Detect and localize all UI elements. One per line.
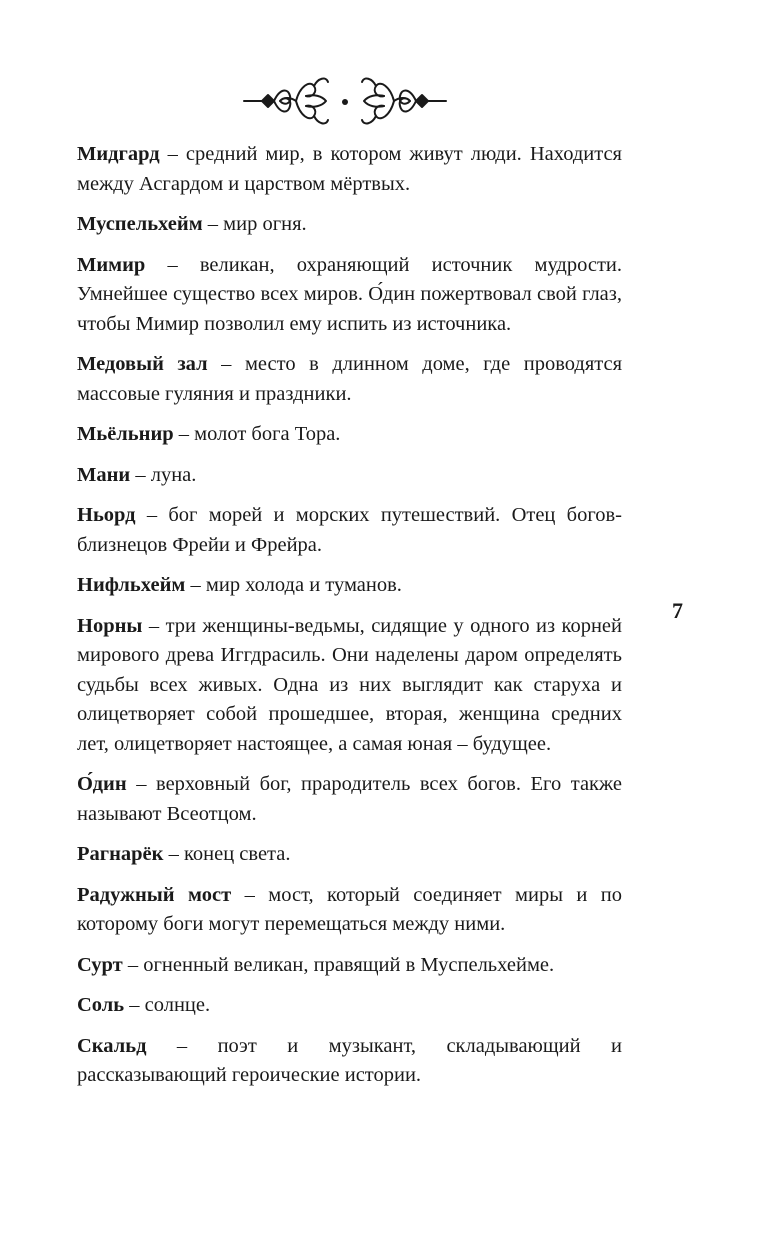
glossary-definition: солнце. (144, 994, 211, 1016)
glossary-separator: – (124, 994, 145, 1016)
glossary-term: Мьёльнир (77, 423, 174, 445)
glossary-term: Нифльхейм (77, 574, 186, 596)
glossary-definition: верховный бог, прародитель всех богов. Его также называют Всеотцом. (77, 773, 623, 825)
glossary-term: Скальд (77, 1034, 147, 1057)
glossary-term: Муспельхейм (77, 213, 203, 235)
glossary-entry (77, 140, 622, 199)
glossary-term: Соль (77, 994, 125, 1016)
glossary-definition: три женщины-ведьмы, сидящие у одного из корней мирового древа Иггдрасиль. Они наделены даром определять судьбы всех живых. Одна из них выглядит как старуха и олицетворяет собой прошедшее, вторая, женщина средних лет, олицетворяет настоящее, а самая юная – будущее. (77, 614, 623, 755)
glossary-definition: великан, охраняющий источник мудрости. Умнейшее существо всех миров. О́дин пожертвовал свой глаз, чтобы Мимир позволил ему испить из источника. (77, 253, 622, 335)
glossary-term: Мидгард (77, 143, 160, 165)
glossary-definition: мост, который соединяет миры и по которому боги могут перемещаться между ними. (77, 883, 622, 935)
glossary-entry (77, 770, 622, 829)
glossary-term: Мимир (77, 253, 146, 276)
glossary-separator: – (202, 213, 224, 235)
glossary-definition: средний мир, в котором живут люди. Находится между Асгардом и царством мёртвых. (77, 143, 622, 195)
glossary-separator: – (135, 504, 169, 526)
glossary-separator: – (231, 883, 269, 906)
glossary-entry (77, 420, 622, 450)
glossary-separator: – (142, 614, 166, 637)
glossary-term: Сурт (77, 953, 123, 976)
glossary-entry (77, 461, 622, 491)
glossary-entry (77, 1032, 622, 1091)
norse-knot-ornament-icon (240, 72, 450, 130)
glossary-definition: луна. (150, 463, 197, 486)
glossary-definition: огненный великан, правящий в Муспельхейме. (143, 953, 555, 976)
glossary-separator: – (122, 953, 144, 976)
glossary-entry (77, 991, 622, 1021)
glossary-term: Рагнарёк (77, 843, 164, 865)
glossary-definition: бог морей и морских путешествий. Отец богов-близнецов Фрейи и Фрейра. (77, 504, 623, 556)
glossary-term: Радужный мост (77, 883, 232, 906)
glossary-definition: конец света. (183, 843, 291, 865)
glossary-entry (77, 612, 622, 760)
glossary-entry (77, 571, 622, 601)
glossary-entry (77, 350, 622, 409)
page-number: 7 (672, 598, 683, 623)
glossary-entry (77, 881, 622, 940)
glossary-definition: мир холода и туманов. (205, 574, 402, 596)
glossary-term: Мани (77, 463, 131, 486)
glossary-entry (77, 501, 622, 560)
glossary-separator: – (126, 773, 157, 795)
glossary-definition: место в длинном доме, где проводятся массовые гуляния и праздники. (77, 353, 623, 405)
glossary-term: О́дин (77, 773, 127, 795)
glossary-separator: – (173, 423, 195, 445)
glossary-entry (77, 210, 622, 240)
glossary-separator: – (163, 843, 184, 865)
glossary-list (77, 140, 622, 1102)
glossary-term: Норны (77, 614, 143, 637)
glossary-separator: – (145, 253, 200, 276)
glossary-separator: – (207, 353, 245, 375)
glossary-separator: – (130, 463, 151, 486)
glossary-entry (77, 251, 622, 340)
glossary-separator: – (146, 1034, 218, 1057)
glossary-definition: поэт и музыкант, складывающий и рассказывающий героические истории. (77, 1034, 622, 1086)
glossary-separator: – (185, 574, 206, 596)
glossary-entry (77, 840, 622, 870)
glossary-term: Ньорд (77, 504, 136, 526)
glossary-definition: молот бога Тора. (194, 423, 341, 445)
glossary-separator: – (159, 143, 186, 165)
glossary-term: Медовый зал (77, 353, 208, 375)
glossary-entry (77, 951, 622, 981)
glossary-definition: мир огня. (223, 213, 307, 235)
